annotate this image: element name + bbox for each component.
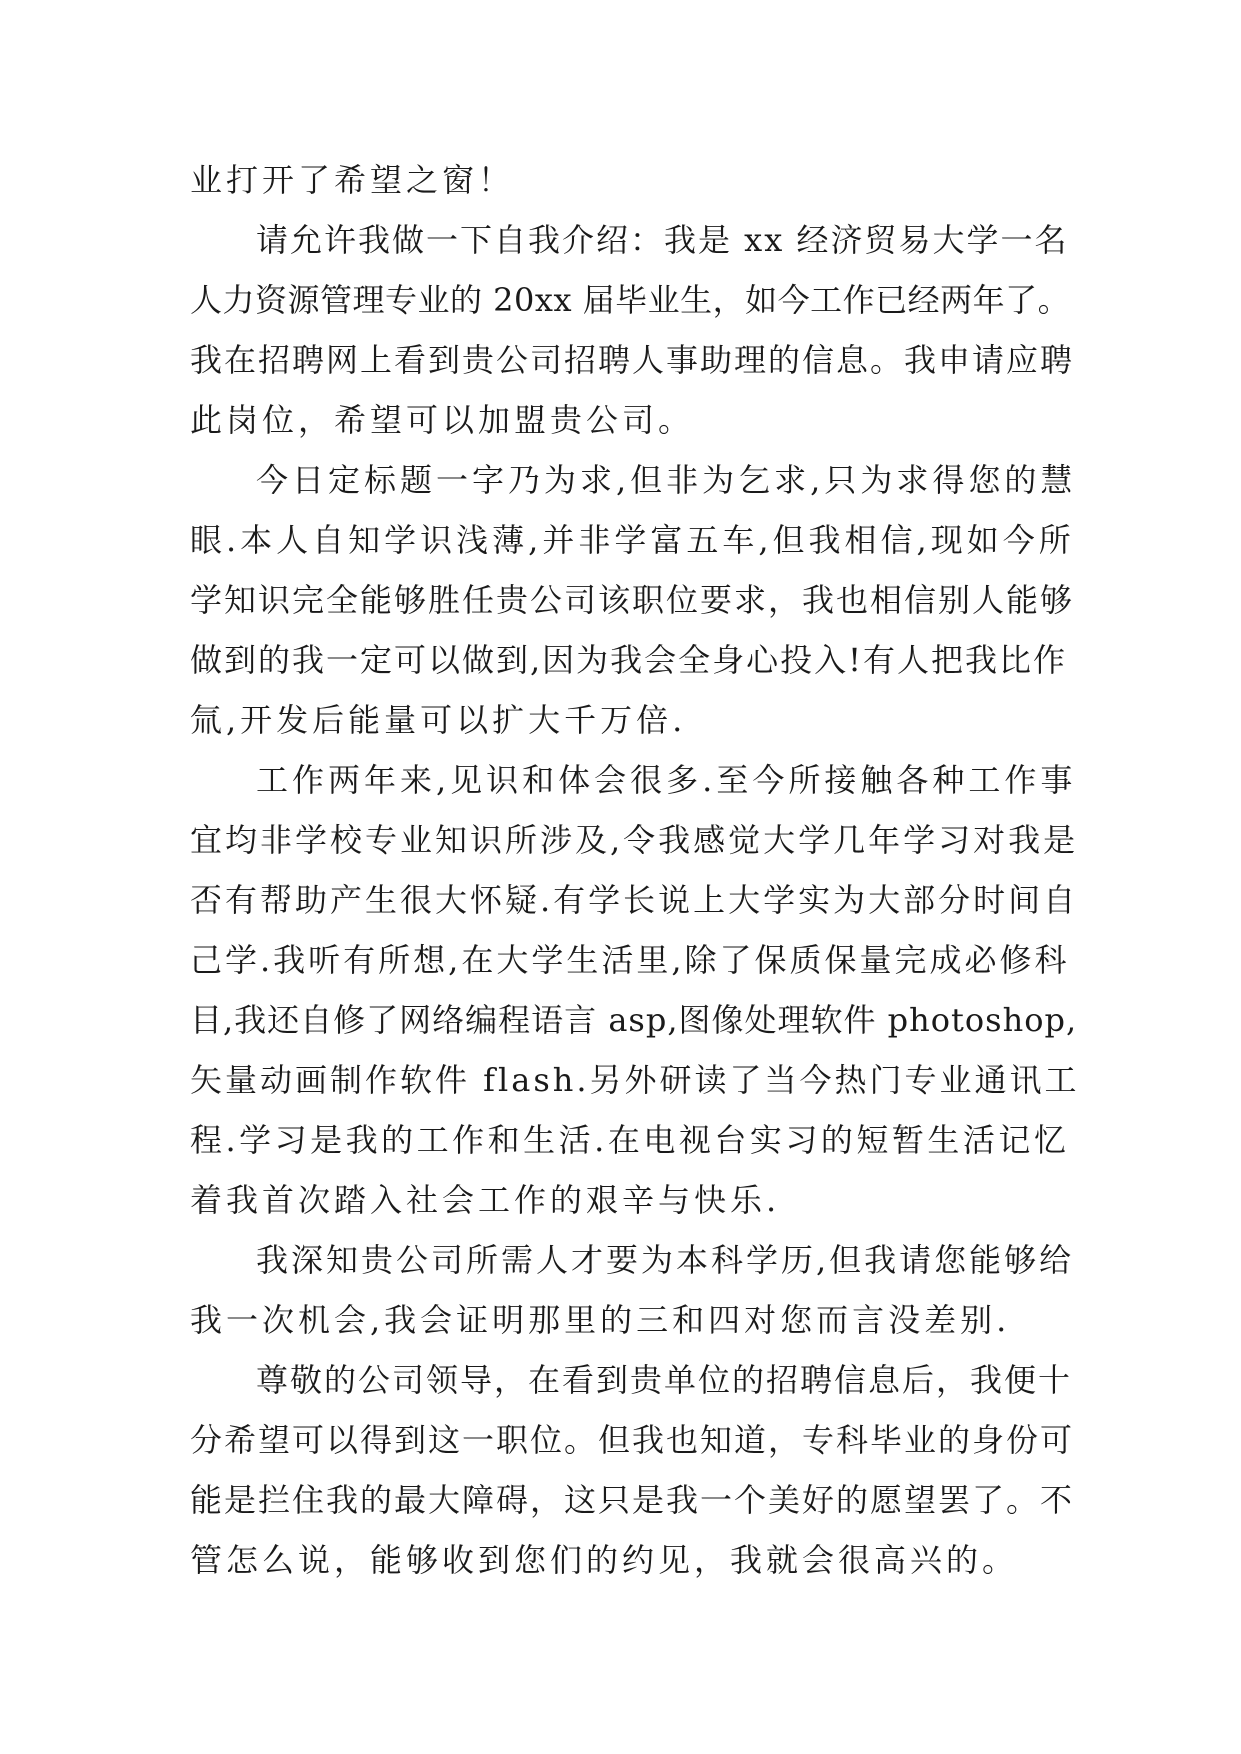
text-line: 程.学习是我的工作和生活.在电视台实习的短暂生活记忆: [190, 1121, 1070, 1159]
text-line: 目,我还自修了网络编程语言 asp,图像处理软件 photoshop,: [190, 1001, 1078, 1039]
text-line: 氚,开发后能量可以扩大千万倍.: [190, 701, 687, 739]
paragraph-start-line: 尊敬的公司领导，在看到贵单位的招聘信息后，我便十: [256, 1361, 1073, 1399]
paragraph-start-line: 今日定标题一字乃为求,但非为乞求,只为求得您的慧: [256, 461, 1077, 499]
text-line: 我在招聘网上看到贵公司招聘人事助理的信息。我申请应聘: [190, 341, 1075, 379]
text-line: 己学.我听有所想,在大学生活里,除了保质保量完成必修科: [190, 941, 1070, 979]
paragraph-start-line: 请允许我做一下自我介绍：我是 xx 经济贸易大学一名: [256, 221, 1069, 259]
text-line: 宜均非学校专业知识所涉及,令我感觉大学几年学习对我是: [190, 821, 1079, 859]
text-line: 做到的我一定可以做到,因为我会全身心投入!有人把我比作: [190, 641, 1068, 679]
text-line: 管怎么说，能够收到您们的约见，我就会很高兴的。: [190, 1541, 1019, 1579]
text-line: 此岗位，希望可以加盟贵公司。: [190, 401, 695, 439]
text-line: 我一次机会,我会证明那里的三和四对您而言没差别.: [190, 1301, 1011, 1339]
text-line: 眼.本人自知学识浅薄,并非学富五车,但我相信,现如今所: [190, 521, 1075, 559]
text-line: 着我首次踏入社会工作的艰辛与快乐.: [190, 1181, 781, 1219]
text-line: 业打开了希望之窗！: [190, 161, 515, 199]
text-line: 否有帮助产生很大怀疑.有学长说上大学实为大部分时间自: [190, 881, 1079, 919]
text-line: 能是拦住我的最大障碍，这只是我一个美好的愿望罢了。不: [190, 1481, 1075, 1519]
text-line: 分希望可以得到这一职位。但我也知道，专科毕业的身份可: [190, 1421, 1075, 1459]
paragraph-start-line: 工作两年来,见识和体会很多.至今所接触各种工作事: [256, 761, 1077, 799]
letter-body: [190, 150, 1080, 1590]
text-line: 学知识完全能够胜任贵公司该职位要求，我也相信别人能够: [190, 581, 1075, 619]
paragraph-start-line: 我深知贵公司所需人才要为本科学历,但我请您能够给: [256, 1241, 1075, 1279]
text-line: 矢量动画制作软件 flash.另外研读了当今热门专业通讯工: [190, 1061, 1080, 1099]
text-line: 人力资源管理专业的 20xx 届毕业生，如今工作已经两年了。: [190, 281, 1071, 319]
